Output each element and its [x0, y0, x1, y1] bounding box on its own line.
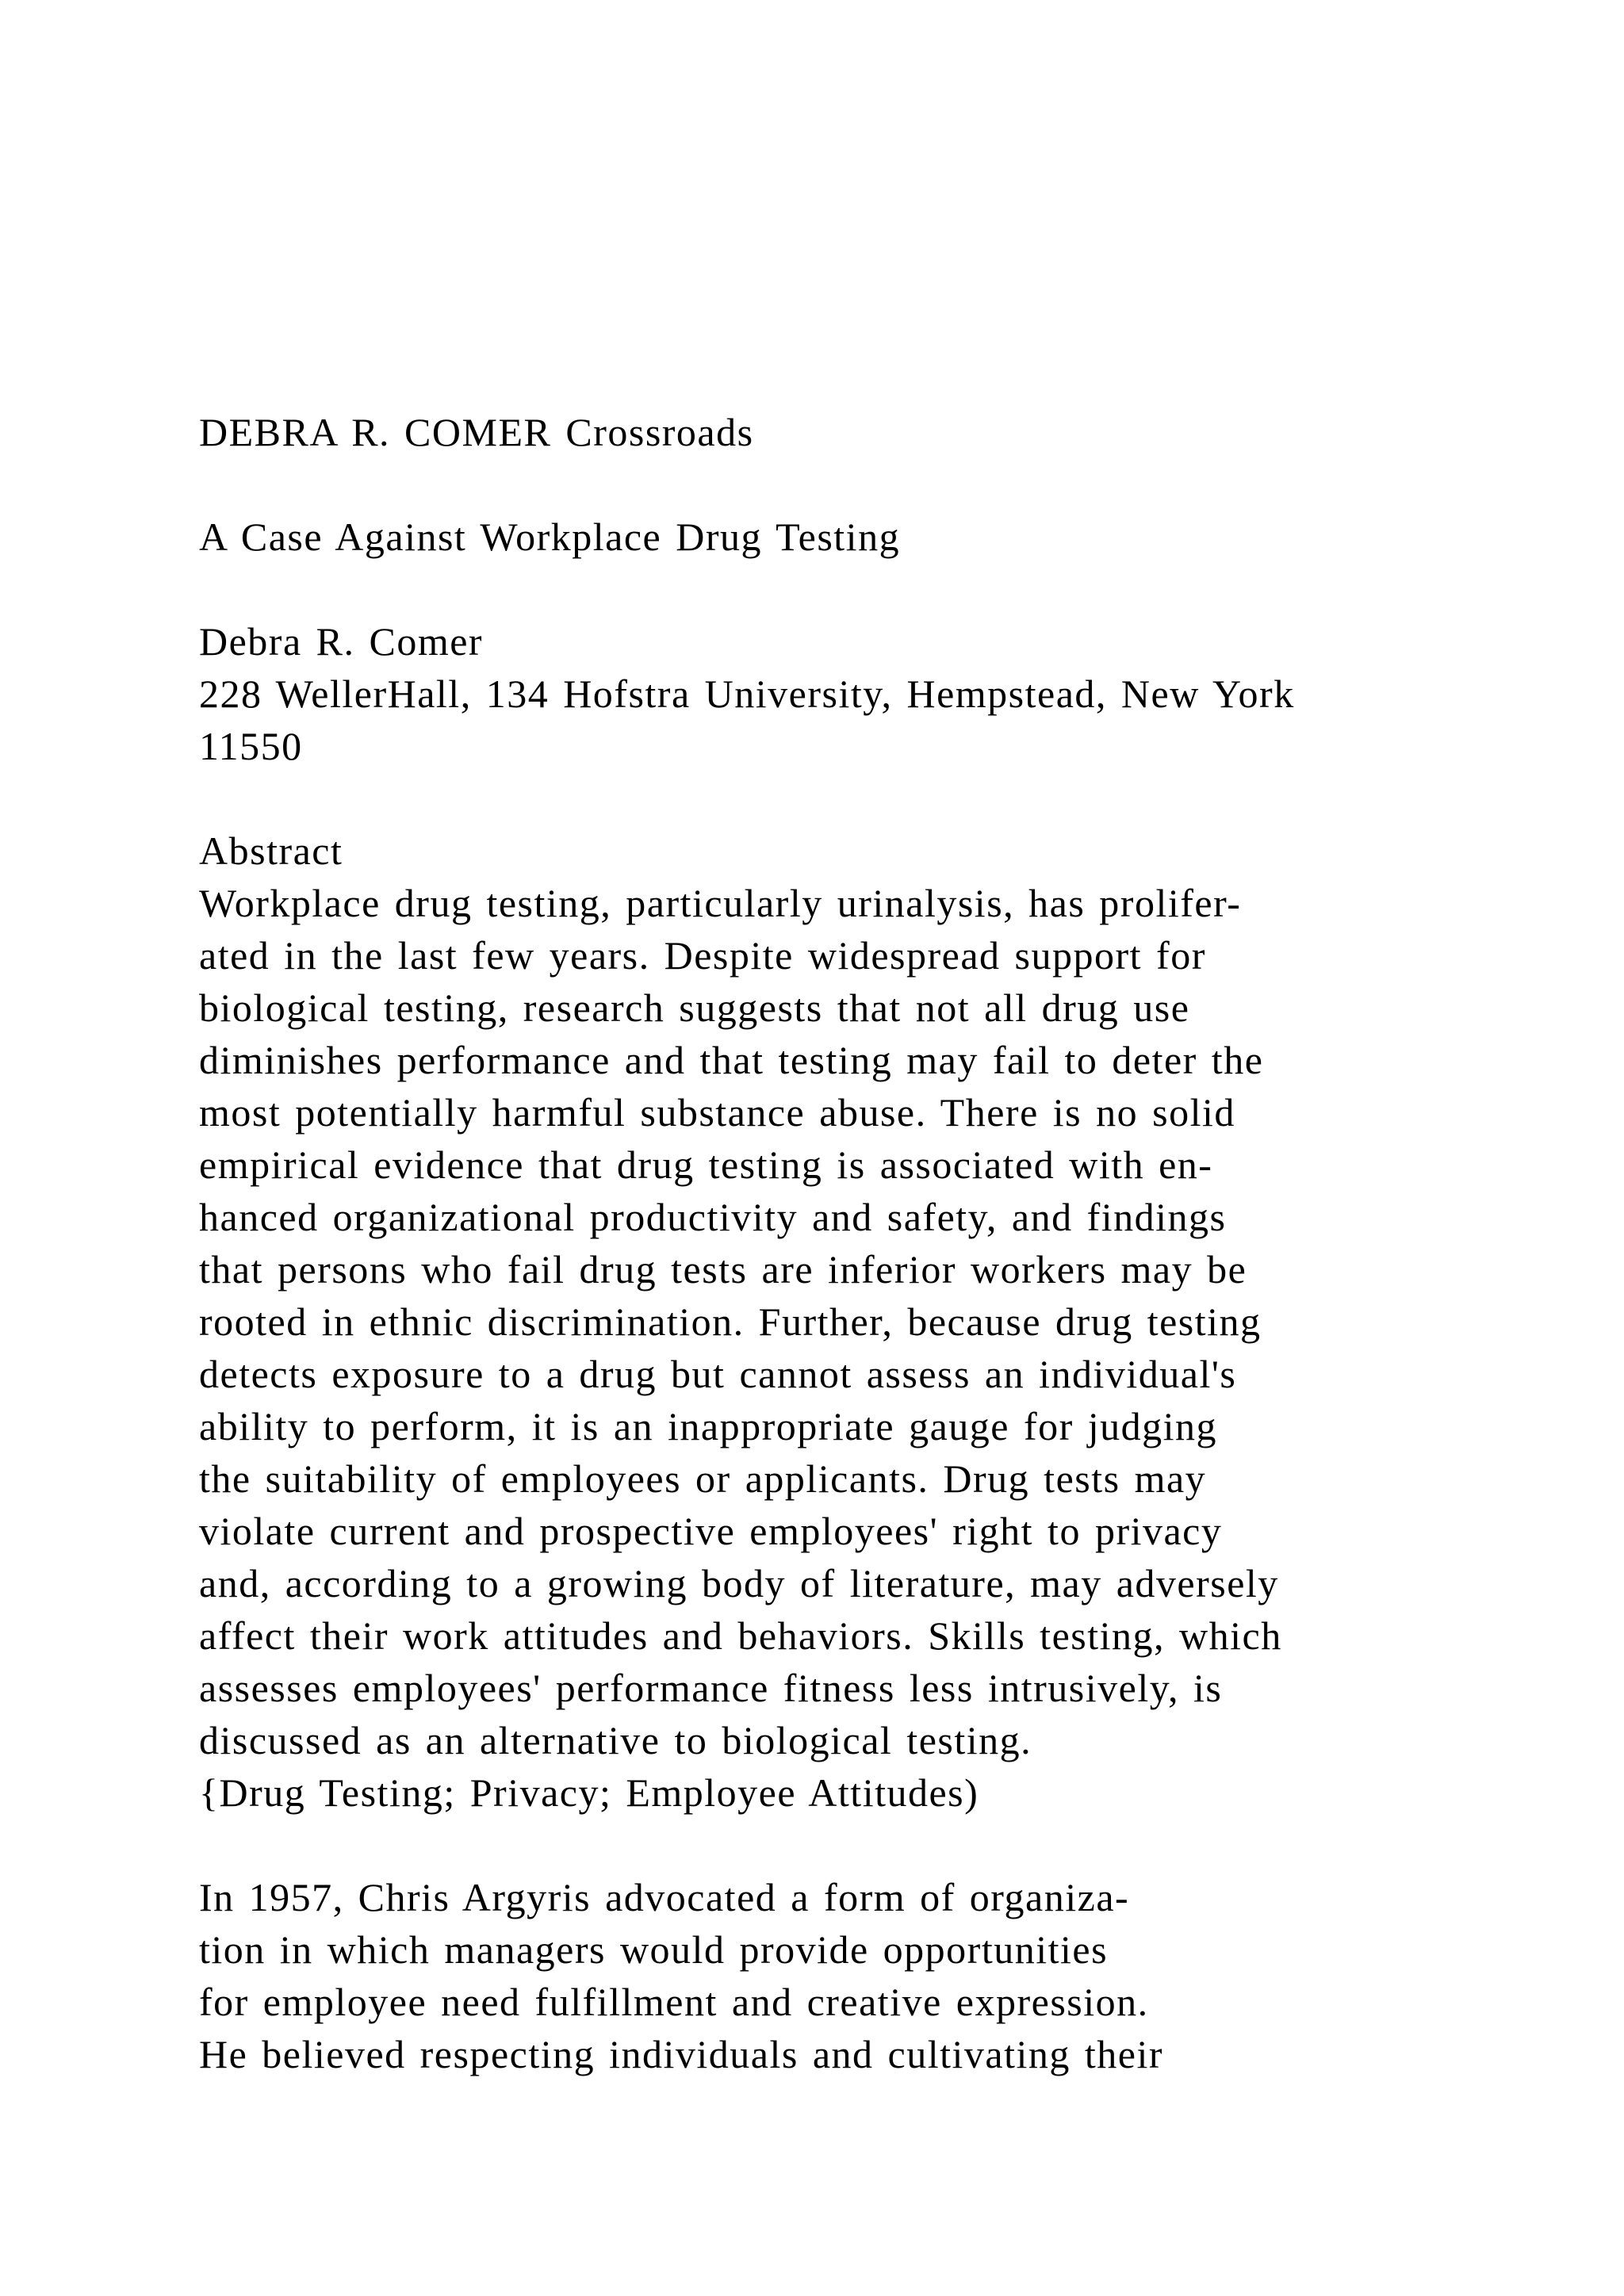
abstract-line: rooted in ethnic discrimination. Further, because drug testing [199, 1299, 1262, 1344]
spacer [199, 563, 1500, 615]
body-line: for employee need fulfillment and creative expression. [199, 1980, 1149, 2024]
abstract-line: that persons who fail drug tests are inferior workers may be [199, 1247, 1247, 1292]
abstract-line: hanced organizational productivity and safety, and findings [199, 1195, 1227, 1239]
abstract-line: and, according to a growing body of literature, may adversely [199, 1561, 1279, 1605]
abstract-line: Workplace drug testing, particularly urinalysis, has prolifer- [199, 881, 1242, 925]
spacer [199, 772, 1500, 825]
body-line: tion in which managers would provide opportunities [199, 1927, 1109, 1972]
abstract-line: the suitability of employees or applicants. Drug tests may [199, 1456, 1207, 1501]
article-title: A Case Against Workplace Drug Testing [199, 515, 901, 559]
abstract-line: affect their work attitudes and behaviors. Skills testing, which [199, 1613, 1282, 1658]
abstract-line: ability to perform, it is an inappropriate gauge for judging [199, 1404, 1218, 1448]
author-address-line-2: 11550 [199, 724, 303, 768]
abstract-line: detects exposure to a drug but cannot assess an individual's [199, 1352, 1237, 1396]
abstract-line: violate current and prospective employees' right to privacy [199, 1509, 1223, 1553]
abstract-heading: Abstract [199, 828, 343, 873]
running-head: DEBRA R. COMER Crossroads [199, 410, 754, 454]
abstract-line: discussed as an alternative to biological testing. [199, 1718, 1032, 1762]
abstract-line: empirical evidence that drug testing is associated with en- [199, 1142, 1213, 1187]
spacer [199, 458, 1500, 511]
abstract-line: ated in the last few years. Despite widespread support for [199, 933, 1206, 978]
author-address-line-1: 228 WellerHall, 134 Hofstra University, Hempstead, New York [199, 672, 1295, 716]
body-line: In 1957, Chris Argyris advocated a form of organiza- [199, 1875, 1130, 1919]
abstract-line: diminishes performance and that testing may fail to deter the [199, 1038, 1264, 1082]
abstract-line: biological testing, research suggests that not all drug use [199, 985, 1190, 1030]
spacer [199, 1819, 1500, 1871]
author-name: Debra R. Comer [199, 619, 484, 664]
abstract-line: most potentially harmful substance abuse. There is no solid [199, 1090, 1235, 1135]
keywords: {Drug Testing; Privacy; Employee Attitudes) [199, 1770, 979, 1815]
document-text [199, 406, 1500, 2080]
body-line: He believed respecting individuals and cultivating their [199, 2032, 1164, 2076]
abstract-line: assesses employees' performance fitness less intrusively, is [199, 1666, 1223, 1710]
